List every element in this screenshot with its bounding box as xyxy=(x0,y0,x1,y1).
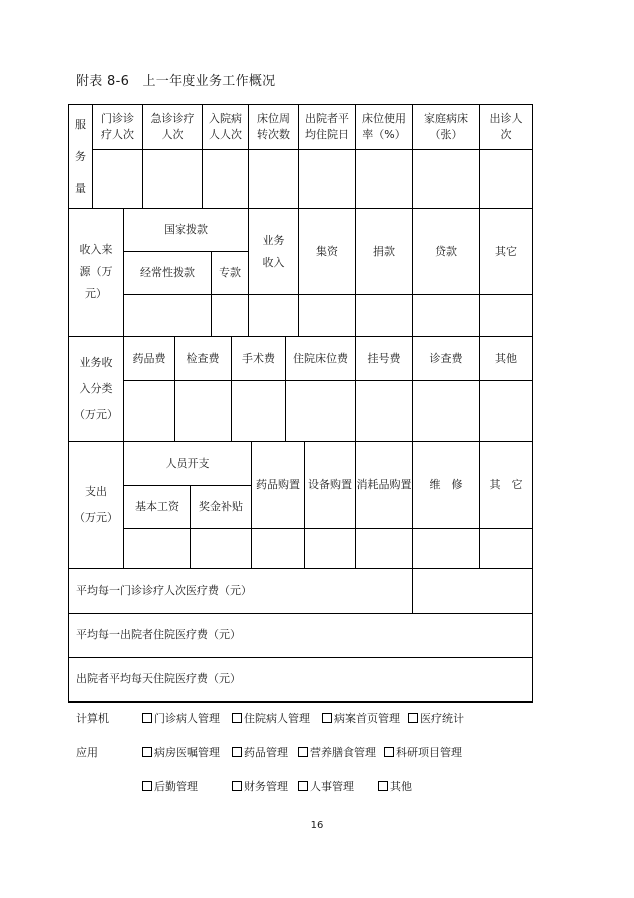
header-drug-fee: 药品费 xyxy=(132,351,166,365)
expense-row-label: 支出 （万元） xyxy=(74,485,118,524)
option-label: 后勤管理 xyxy=(154,780,198,793)
option-drug-mgmt[interactable] xyxy=(232,744,288,760)
option-ward-orders[interactable] xyxy=(142,744,220,760)
header-exam-fee: 检查费 xyxy=(186,351,220,365)
header-equipment-purchase: 设备购置 xyxy=(308,478,352,491)
header-business-income: 业务 收入 xyxy=(262,233,285,269)
option-label: 门诊病人管理 xyxy=(154,712,220,725)
header-basic-salary: 基本工资 xyxy=(135,500,179,513)
vrule xyxy=(412,568,413,613)
service-label-char: 服 xyxy=(75,117,86,131)
checkbox-icon[interactable] xyxy=(232,713,242,723)
option-medical-record-mgmt[interactable] xyxy=(322,710,400,726)
avg-daily-cost-label: 出院者平均每天住院医疗费（元） xyxy=(76,672,241,685)
header-bed-usage: 床位使用 率（%） xyxy=(362,112,406,141)
service-label-char: 量 xyxy=(75,181,86,195)
header-consumables: 消耗品购置 xyxy=(356,478,412,491)
header-home-beds: 家庭病床 （张） xyxy=(424,112,468,141)
checkbox-icon[interactable] xyxy=(378,781,388,791)
option-finance-mgmt[interactable] xyxy=(232,778,288,794)
checkbox-icon[interactable] xyxy=(142,781,152,791)
computer-label-line1: 计算机 xyxy=(76,712,109,725)
rule-business-header xyxy=(123,380,532,381)
header-emergency-visits: 急诊诊疗 人次 xyxy=(150,112,195,141)
header-avg-stay: 出院者平 均住院日 xyxy=(305,112,349,141)
header-income-other: 其它 xyxy=(495,244,517,258)
header-national-allocation: 国家拨款 xyxy=(164,223,208,236)
header-bonus: 奖金补贴 xyxy=(199,500,243,513)
rule-avg3-bottom xyxy=(69,701,532,702)
option-label: 营养膳食管理 xyxy=(310,746,376,759)
checkbox-icon[interactable] xyxy=(232,747,242,757)
option-other[interactable] xyxy=(378,778,412,794)
income-row-label: 收入来 源（万 元） xyxy=(79,243,113,300)
option-label: 人事管理 xyxy=(310,780,354,793)
header-business-other: 其他 xyxy=(495,351,517,365)
option-inpatient-mgmt[interactable] xyxy=(232,710,310,726)
header-bed-fee: 住院床位费 xyxy=(293,351,348,365)
avg-outpatient-cost-label: 平均每一门诊诊疗人次医疗费（元） xyxy=(76,583,252,597)
checkbox-icon[interactable] xyxy=(298,781,308,791)
checkbox-icon[interactable] xyxy=(322,713,332,723)
rule-expense-header xyxy=(123,528,532,529)
option-label: 医疗统计 xyxy=(420,712,464,725)
option-nutrition-mgmt[interactable] xyxy=(298,744,376,760)
header-surgery-fee: 手术费 xyxy=(242,351,275,365)
checkbox-icon[interactable] xyxy=(142,713,152,723)
rule-service-header xyxy=(92,149,532,150)
business-overview-table xyxy=(68,104,533,703)
option-label: 住院病人管理 xyxy=(244,712,310,725)
option-label: 病案首页管理 xyxy=(334,712,400,725)
header-registration-fee: 挂号费 xyxy=(367,351,401,365)
business-income-row-label: 业务收 入分类 （万元） xyxy=(74,356,118,421)
rule-income-header xyxy=(123,294,532,295)
option-research-mgmt[interactable] xyxy=(384,744,462,760)
checkbox-icon[interactable] xyxy=(232,781,242,791)
computer-label-line2: 应用 xyxy=(76,746,98,759)
page-title: 附表 8-6 上一年度业务工作概况 xyxy=(76,74,276,89)
header-expense-other: 其 它 xyxy=(489,478,523,491)
option-outpatient-mgmt[interactable] xyxy=(142,710,220,726)
option-logistics-mgmt[interactable] xyxy=(142,778,198,794)
option-label: 病房医嘱管理 xyxy=(154,746,220,759)
header-special-fund: 专款 xyxy=(219,266,241,279)
header-fundraising: 集资 xyxy=(316,244,338,258)
header-repair: 维 修 xyxy=(429,478,463,491)
checkbox-icon[interactable] xyxy=(408,713,418,723)
header-loan: 贷款 xyxy=(435,244,457,258)
header-outpatient-visits: 门诊诊 疗人次 xyxy=(101,112,134,141)
checkbox-icon[interactable] xyxy=(298,747,308,757)
header-drug-purchase: 药品购置 xyxy=(256,478,300,491)
option-hr-mgmt[interactable] xyxy=(298,778,354,794)
option-label: 药品管理 xyxy=(244,746,288,759)
service-label-char: 务 xyxy=(75,149,86,163)
header-admissions: 入院病 人人次 xyxy=(209,112,242,141)
avg-inpatient-cost-label: 平均每一出院者住院医疗费（元） xyxy=(76,628,241,641)
page-number: 16 xyxy=(310,820,324,831)
option-label: 其他 xyxy=(390,780,412,793)
header-consultation-fee: 诊查费 xyxy=(429,351,463,365)
service-row-label xyxy=(69,105,92,208)
checkbox-icon[interactable] xyxy=(384,747,394,757)
header-bed-turnover: 床位周 转次数 xyxy=(257,112,290,141)
header-donation: 捐款 xyxy=(373,244,395,258)
checkbox-icon[interactable] xyxy=(142,747,152,757)
option-label: 财务管理 xyxy=(244,780,288,793)
header-personnel: 人员开支 xyxy=(165,456,210,470)
header-house-calls: 出诊人 次 xyxy=(489,112,523,141)
header-regular-allocation: 经常性拨款 xyxy=(140,266,195,279)
option-label: 科研项目管理 xyxy=(396,746,462,759)
option-medical-statistics[interactable] xyxy=(408,710,464,726)
